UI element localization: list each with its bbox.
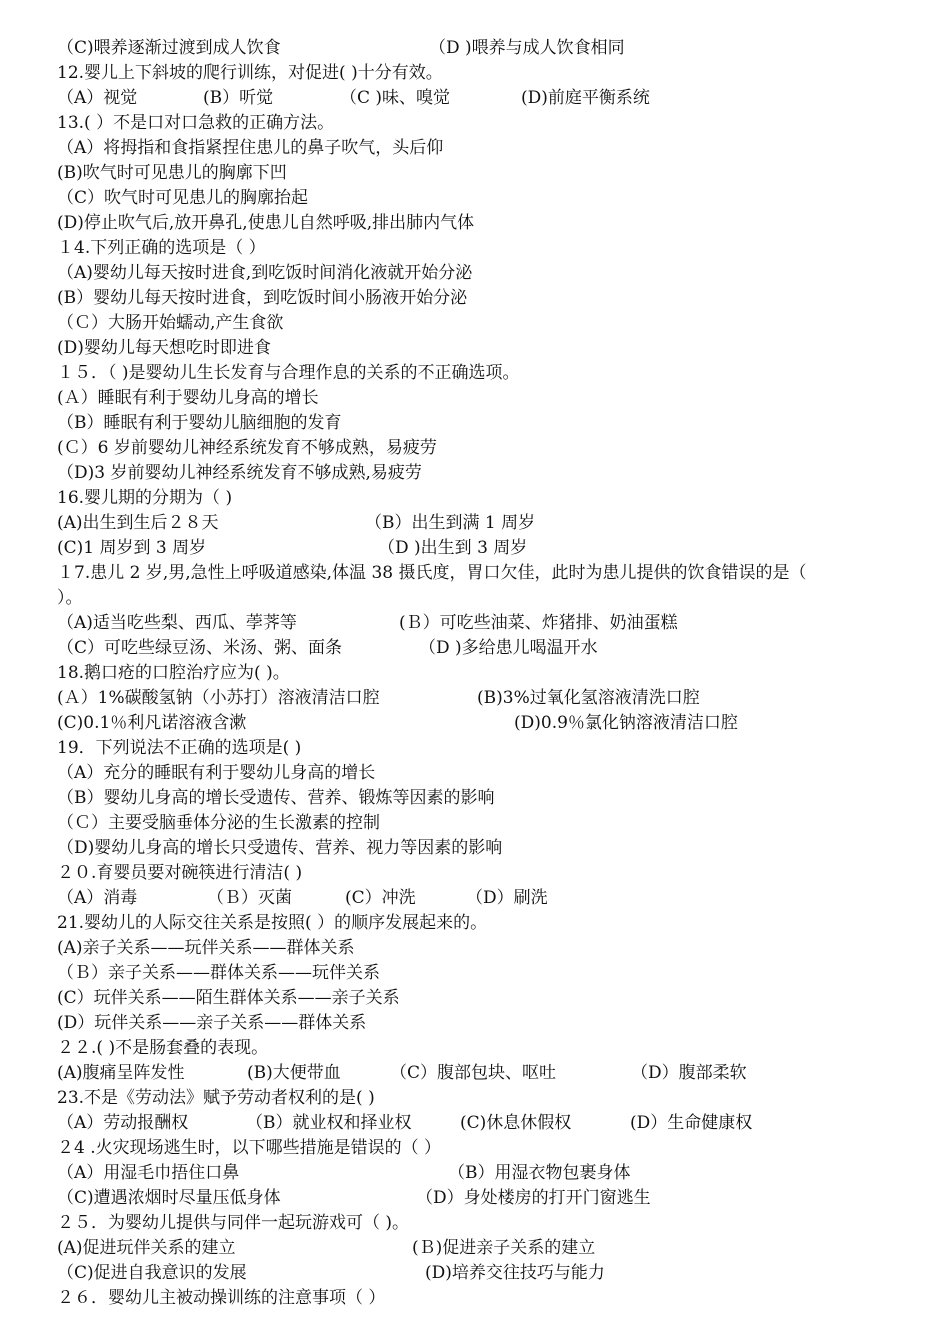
option-b: (B)3%过氧化氢溶液清洗口腔: [477, 688, 700, 708]
option-d: （D）腹部柔软: [631, 1063, 747, 1083]
option-a: （A）充分的睡眠有利于婴幼儿身高的增长: [57, 763, 376, 783]
text-line: [0, 711, 950, 736]
question-text: ２4 .火灾现场逃生时，以下哪些措施是错误的（ ）: [57, 1138, 442, 1158]
option-a: （A）将拇指和食指紧捏住患儿的鼻子吹气，头后仰: [57, 138, 444, 158]
question-text: １4.下列正确的选项是（ ）: [57, 238, 266, 258]
text-line: [0, 436, 950, 461]
text-line: [0, 836, 950, 861]
text-line: [0, 936, 950, 961]
question-13: [0, 111, 950, 136]
question-text: 12.婴儿上下斜坡的爬行训练，对促进( )十分有效。: [57, 63, 443, 83]
option-c: (C)1 周岁到 3 周岁: [57, 538, 207, 558]
question-22: [0, 1036, 950, 1061]
option-c: （Ｃ）主要受脑垂体分泌的生长激素的控制: [57, 813, 380, 833]
option-c: （C)喂养逐渐过渡到成人饮食: [57, 38, 281, 58]
question-text: 19．下列说法不正确的选项是( ): [57, 738, 302, 758]
text-line: [0, 186, 950, 211]
option-d: (D)婴幼儿每天想吃时即进食: [57, 338, 271, 358]
option-a: (Ａ）睡眠有利于婴幼儿身高的增长: [57, 388, 319, 408]
option-a: (A)出生到生后２８天: [57, 513, 219, 533]
option-c: （C）可吃些绿豆汤、米汤、粥、面条: [57, 638, 343, 658]
question-12: [0, 61, 950, 86]
text-line: [0, 386, 950, 411]
option-a: (A)促进玩伴关系的建立: [57, 1238, 236, 1258]
option-d: （D)3 岁前婴幼儿神经系统发育不够成熟,易疲劳: [57, 463, 422, 483]
option-d: （D）刷洗: [466, 888, 548, 908]
question-20: [0, 861, 950, 886]
text-line: [0, 1061, 950, 1086]
text-line: [0, 161, 950, 186]
text-line: [0, 311, 950, 336]
option-b: （B）出生到满 1 周岁: [365, 513, 536, 533]
option-b: (B）听觉: [203, 88, 274, 108]
text-line: [0, 961, 950, 986]
option-d: (D)0.9％氯化钠溶液清洁口腔: [514, 713, 738, 733]
text-line: [0, 411, 950, 436]
question-25: [0, 1211, 950, 1236]
text-line: [0, 461, 950, 486]
option-c: (Ｃ）6 岁前婴幼儿神经系统发育不够成熟，易疲劳: [57, 438, 437, 458]
text-line: [0, 211, 950, 236]
option-b: （Ｂ）灭菌: [207, 888, 292, 908]
option-d: （D）身处楼房的打开门窗逃生: [416, 1188, 651, 1208]
option-c: （C)遭遇浓烟时尽量压低身体: [57, 1188, 281, 1208]
option-d: (D)停止吹气后,放开鼻孔,使患儿自然呼吸,排出肺内气体: [57, 213, 475, 233]
option-c: （C）腹部包块、呕吐: [390, 1063, 557, 1083]
option-d: （D )喂养与成人饮食相同: [429, 38, 625, 58]
question-21: [0, 911, 950, 936]
text-line: [0, 636, 950, 661]
question-text: 21.婴幼儿的人际交往关系是按照( ）的顺序发展起来的。: [57, 913, 488, 933]
option-a: （A）用湿毛巾捂住口鼻: [57, 1163, 240, 1183]
option-a: (A)亲子关系——玩伴关系——群体关系: [57, 938, 355, 958]
option-a: （A)适当吃些梨、西瓜、荸荠等: [57, 613, 297, 633]
question-18: [0, 661, 950, 686]
text-line: [0, 36, 950, 61]
text-line: [0, 886, 950, 911]
text-line: [0, 261, 950, 286]
option-a: （A）消毒: [57, 888, 138, 908]
question-15: [0, 361, 950, 386]
option-b: (B)吹气时可见患儿的胸廓下凹: [57, 163, 287, 183]
option-c: （C）吹气时可见患儿的胸廓抬起: [57, 188, 309, 208]
option-d: （D )出生到 3 周岁: [378, 538, 528, 558]
question-text-cont: ）。: [57, 588, 83, 608]
text-line: [0, 1161, 950, 1186]
option-b: （B）睡眠有利于婴幼儿脑细胞的发育: [57, 413, 342, 433]
option-c: （C)促进自我意识的发展: [57, 1263, 247, 1283]
question-text: 16.婴儿期的分期为（ ): [57, 488, 233, 508]
text-line: [0, 586, 950, 611]
question-14: [0, 236, 950, 261]
option-d: （D )多给患儿喝温开水: [419, 638, 598, 658]
text-line: [0, 336, 950, 361]
text-line: [0, 511, 950, 536]
option-b: （Ｂ）亲子关系——群体关系——玩伴关系: [57, 963, 380, 983]
option-b: (Ｂ)促进亲子关系的建立: [412, 1238, 596, 1258]
option-b: （B）就业权和择业权: [246, 1113, 412, 1133]
option-c: (C）玩伴关系——陌生群体关系——亲子关系: [57, 988, 400, 1008]
text-line: [0, 1186, 950, 1211]
question-17: [0, 561, 950, 586]
text-line: [0, 811, 950, 836]
option-d: （D)婴幼儿身高的增长只受遗传、营养、视力等因素的影响: [57, 838, 503, 858]
option-c: （Ｃ）大肠开始蠕动,产生食欲: [57, 313, 284, 333]
text-line: [0, 1111, 950, 1136]
option-b: (B)大便带血: [247, 1063, 341, 1083]
question-text: 23.不是《劳动法》赋予劳动者权利的是( ): [57, 1088, 375, 1108]
question-text: ２０.育婴员要对碗筷进行清洁( ): [57, 863, 303, 883]
question-23: [0, 1086, 950, 1111]
option-a: (Ａ）1%碳酸氢钠（小苏打）溶液清洁口腔: [57, 688, 380, 708]
option-b: (Ｂ）可吃些油菜、炸猪排、奶油蛋糕: [399, 613, 678, 633]
option-b: (B）婴幼儿每天按时进食，到吃饭时间小肠液开始分泌: [57, 288, 468, 308]
text-line: [0, 786, 950, 811]
option-c: (C)休息休假权: [460, 1113, 572, 1133]
option-b: （B）用湿衣物包裹身体: [448, 1163, 631, 1183]
option-d: (D)前庭平衡系统: [521, 88, 650, 108]
option-a: （A）视觉: [57, 88, 138, 108]
question-24: [0, 1136, 950, 1161]
question-text: ２２.( )不是肠套叠的表现。: [57, 1038, 269, 1058]
text-line: [0, 86, 950, 111]
question-text: １7.患儿 2 岁,男,急性上呼吸道感染,体温 38 摄氏度，胃口欠佳，此时为患儿提供的饮食错误的是（: [57, 563, 807, 583]
option-d: (D）生命健康权: [630, 1113, 753, 1133]
text-line: [0, 286, 950, 311]
option-d: (D）玩伴关系——亲子关系——群体关系: [57, 1013, 367, 1033]
text-line: [0, 611, 950, 636]
option-a: (A)腹痛呈阵发性: [57, 1063, 185, 1083]
question-26: [0, 1286, 950, 1311]
question-19: [0, 736, 950, 761]
option-a: （A)婴幼儿每天按时进食,到吃饭时间消化液就开始分泌: [57, 263, 473, 283]
option-b: （B）婴幼儿身高的增长受遗传、营养、锻炼等因素的影响: [57, 788, 495, 808]
text-line: [0, 1261, 950, 1286]
question-text: 18.鹅口疮的口腔治疗应为( )。: [57, 663, 290, 683]
text-line: [0, 686, 950, 711]
question-16: [0, 486, 950, 511]
text-line: [0, 536, 950, 561]
text-line: [0, 761, 950, 786]
text-line: [0, 986, 950, 1011]
question-text: ２５．为婴幼儿提供与同伴一起玩游戏可（ )。: [57, 1213, 410, 1233]
text-line: [0, 1011, 950, 1036]
option-a: （A）劳动报酬权: [57, 1113, 189, 1133]
option-c: （C )味、嗅觉: [340, 88, 451, 108]
option-c: (C）冲洗: [345, 888, 416, 908]
question-text: ２６．婴幼儿主被动操训练的注意事项（ ）: [57, 1288, 386, 1308]
text-line: [0, 136, 950, 161]
option-d: (D)培养交往技巧与能力: [425, 1263, 605, 1283]
text-line: [0, 1236, 950, 1261]
option-c: (C)0.1％利凡诺溶液含漱: [57, 713, 247, 733]
question-text: １５．（ )是婴幼儿生长发育与合理作息的关系的不正确选项。: [57, 363, 520, 383]
question-text: 13.( ）不是口对口急救的正确方法。: [57, 113, 335, 133]
